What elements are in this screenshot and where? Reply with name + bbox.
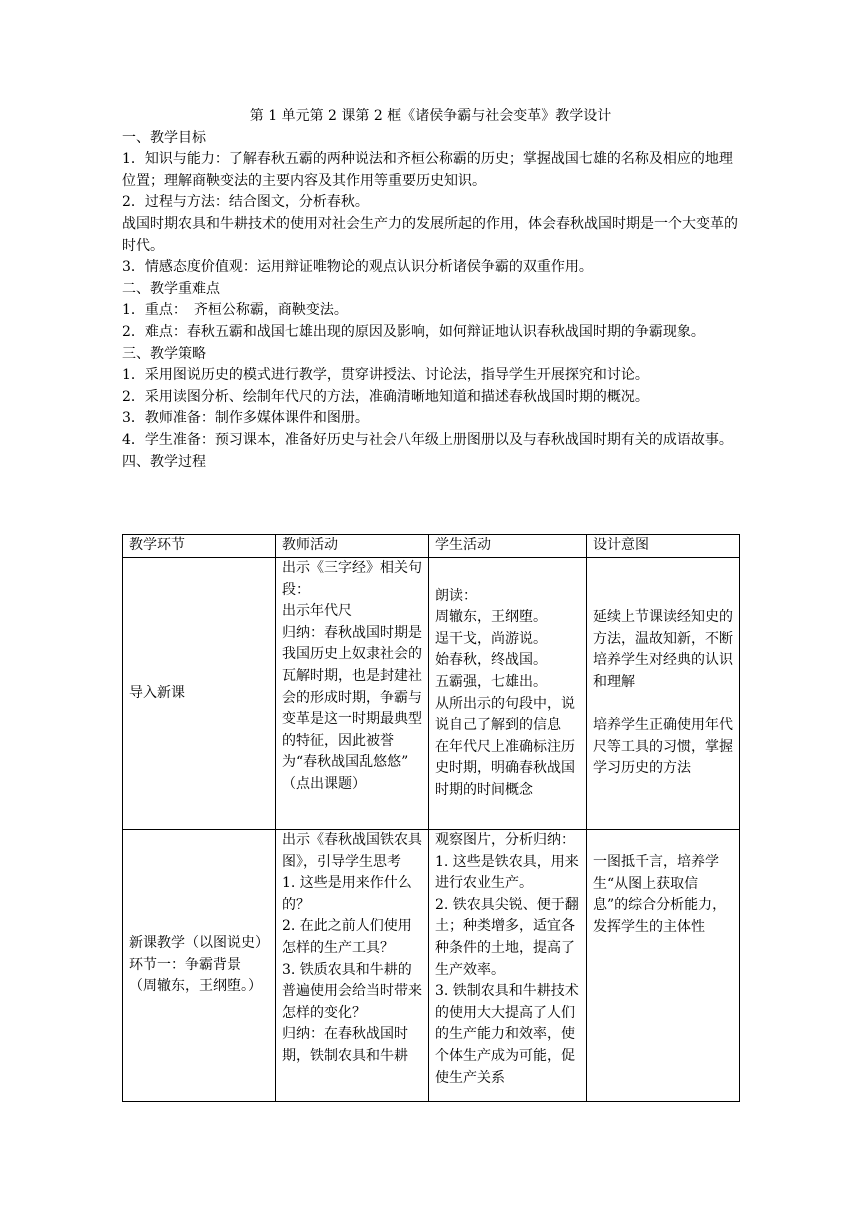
- cell-text: 2. 在此之前人们使用怎样的生产工具？: [282, 918, 412, 956]
- teaching-process-table: [122, 534, 740, 1102]
- section-item: 2．采用读图分析、绘制年代尺的方法，准确清晰地知道和描述春秋战国时期的概况。: [122, 388, 649, 405]
- cell-text: 朗读：: [435, 587, 477, 604]
- cell-spacer: [593, 694, 733, 716]
- cell-text: 逞干戈，尚游说。: [435, 630, 547, 647]
- cell-text: 出示年代尺: [282, 603, 352, 620]
- section-item: 1．重点： 齐桓公称霸，商鞅变法。: [122, 302, 348, 319]
- cell-text: 1. 这些是用来作什么的？: [282, 875, 412, 913]
- cell-text: 2. 铁农具尖锐、便于翻土；种类增多，适宜各种条件的土地，提高了生产效率。: [435, 896, 579, 978]
- cell-text: 一图抵千言，培养学生“从图上获取信息”的综合分析能力，发挥学生的主体性: [593, 854, 727, 935]
- column-header: 教师活动: [276, 535, 429, 558]
- cell-text: 从所出示的句段中，说说自己了解到的信息: [435, 695, 575, 734]
- stage-cell: [123, 830, 276, 1102]
- section-heading: 一、教学目标: [122, 129, 206, 146]
- section-item: 2．过程与方法：结合图文，分析春秋。: [122, 194, 369, 211]
- section-process: [122, 452, 739, 474]
- section-item: 3．教师准备：制作多媒体课件和图册。: [122, 410, 369, 427]
- section-item: 2．难点：春秋五霸和战国七雄出现的原因及影响，如何辩证地认识春秋战国时期的争霸现象。: [122, 323, 705, 340]
- document-title: 第 1 单元第 2 课第 2 框《诸侯争霸与社会变革》教学设计: [249, 108, 612, 124]
- teacher-activity-cell: [276, 830, 429, 1102]
- cell-text: 始春秋，终战国。: [435, 652, 547, 669]
- student-activity-cell: [429, 830, 587, 1102]
- stage-cell: [123, 558, 276, 830]
- cell-text: 归纳：春秋战国时期是我国历史上奴隶社会的瓦解时期，也是封建社会的形成时期，争霸与变革是这一时期最典型的特征，因此被誉为“春秋战国乱悠悠”: [282, 624, 422, 771]
- design-intent-cell: [587, 558, 740, 830]
- cell-text: （点出课题）: [282, 775, 366, 792]
- section-heading: 二、教学重难点: [122, 280, 220, 297]
- column-header: 学生活动: [429, 535, 587, 558]
- section-item: 4．学生准备：预习课本，准备好历史与社会八年级上册图册以及与春秋战国时期有关的成语故事。: [122, 431, 733, 448]
- section-objectives: [122, 128, 739, 279]
- section-heading: 四、教学过程: [122, 453, 206, 470]
- design-intent-cell: [587, 830, 740, 1102]
- cell-text: 延续上节课读经知史的方法，温故知新，不断培养学生对经典的认识和理解: [593, 609, 733, 690]
- teacher-activity-cell: [276, 558, 429, 830]
- section-item: 战国时期农具和牛耕技术的使用对社会生产力的发展所起的作用，体会春秋战国时期是一个大变革的时代。: [122, 215, 738, 254]
- table-row: [123, 558, 740, 830]
- document-body: [122, 106, 739, 473]
- table-header-row: [123, 535, 740, 558]
- stage-text: 环节一：争霸背景: [129, 956, 241, 973]
- cell-text: 培养学生正确使用年代尺等工具的习惯，掌握学习历史的方法: [593, 717, 733, 777]
- stage-text: 新课教学（以图说史）: [129, 935, 269, 952]
- cell-text: 观察图片，分析归纳：: [435, 832, 575, 848]
- cell-text: 3. 铁制农具和牛耕技术的使用大大提高了人们的生产能力和效率，使个体生产成为可能，促使生产关系: [435, 983, 579, 1086]
- cell-text: 出示《三字经》相关句段：: [282, 560, 422, 598]
- cell-text: 1. 这些是铁农具，用来进行农业生产。: [435, 853, 579, 892]
- cell-text: 归纳：在春秋战国时期，铁制农具和牛耕: [282, 1026, 408, 1064]
- column-header: 设计意图: [587, 535, 740, 558]
- cell-text: 3. 铁质农具和牛耕的普遍使用会给当时带来怎样的变化？: [282, 961, 422, 1021]
- cell-text: 五霸强，七雄出。: [435, 673, 547, 690]
- section-item: 3．情感态度价值观：运用辩证唯物论的观点认识分析诸侯争霸的双重作用。: [122, 259, 593, 276]
- section-item: 1．采用图说历史的模式进行教学，贯穿讲授法、讨论法，指导学生开展探究和讨论。: [122, 367, 649, 384]
- stage-text: 导入新课: [129, 684, 185, 701]
- section-key-points: [122, 279, 739, 344]
- cell-text: 出示《春秋战国铁农具图》，引导学生思考: [282, 832, 422, 870]
- table-row: [123, 830, 740, 1102]
- stage-text: （周辙东，王纲堕。）: [129, 978, 262, 995]
- student-activity-cell: [429, 558, 587, 830]
- section-heading: 三、教学策略: [122, 345, 206, 362]
- column-header: 教学环节: [123, 535, 276, 558]
- section-item: 1．知识与能力：了解春秋五霸的两种说法和齐桓公称霸的历史；掌握战国七雄的名称及相应的地理位置；理解商鞅变法的主要内容及其作用等重要历史知识。: [122, 151, 733, 189]
- section-strategies: [122, 344, 739, 452]
- cell-text: 在年代尺上准确标注历史时期，明确春秋战国时期的时间概念: [435, 738, 575, 798]
- cell-text: 周辙东，王纲堕。: [435, 609, 547, 626]
